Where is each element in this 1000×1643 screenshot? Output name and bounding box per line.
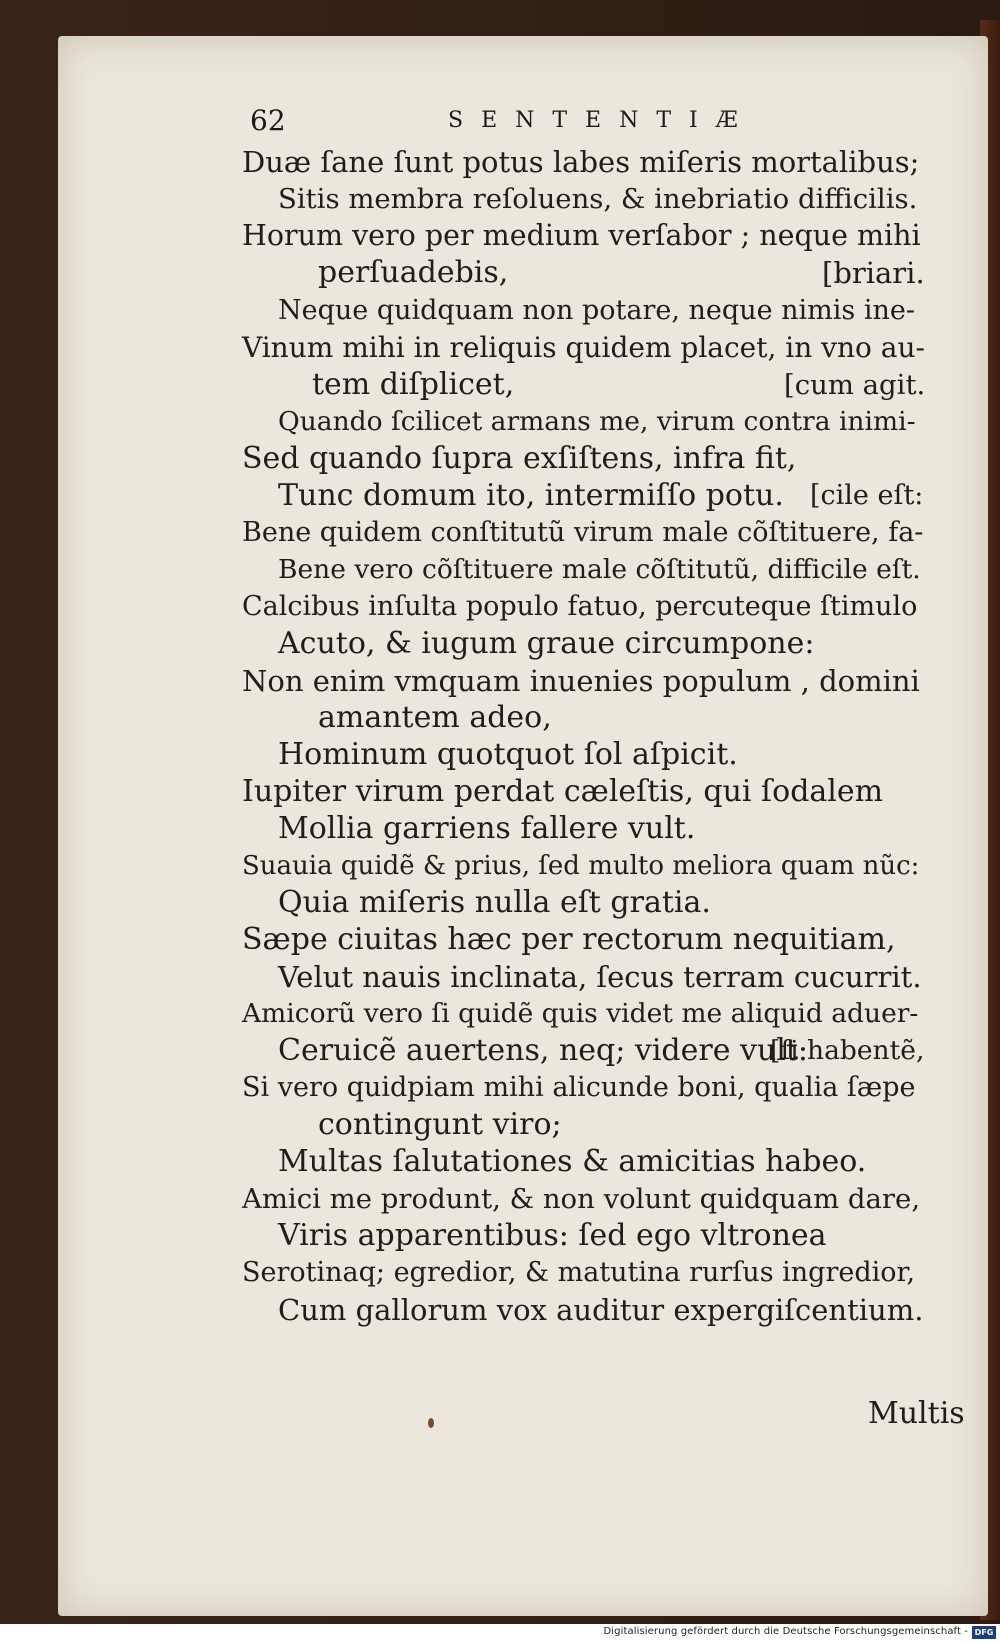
text-line: Bene vero cõſtituere male cõſtitutũ, difficile eſt. bbox=[278, 554, 921, 585]
text-line: perſuadebis, bbox=[318, 255, 509, 290]
footer-credit: Digitalisierung gefördert durch die Deutsche Forschungsgemeinschaft - bbox=[603, 1626, 968, 1637]
text-line: Multas ſalutationes & amicitias habeo. bbox=[278, 1144, 867, 1179]
text-line: Sitis membra reſoluens, & inebriatio difficilis. bbox=[278, 183, 918, 215]
text-line: Si vero quidpiam mihi alicunde boni, qualia ſæpe bbox=[242, 1072, 916, 1103]
text-line: Velut nauis inclinata, ſecus terram cucurrit. bbox=[278, 960, 922, 994]
text-line: Bene quidem conſtitutũ virum male cõſtituere, fa- bbox=[242, 517, 924, 548]
text-line: Non enim vmquam inuenies populum , domini bbox=[242, 664, 920, 698]
page-number: 62 bbox=[250, 104, 286, 137]
text-line: [briari. bbox=[822, 256, 925, 290]
text-line: Suauia quidẽ & prius, ſed multo meliora quam nũc: bbox=[242, 851, 920, 881]
text-line: Duæ ſane ſunt potus labes miſeris mortalibus; bbox=[242, 145, 920, 179]
text-line: [cum agit. bbox=[784, 369, 926, 401]
text-line: amantem adeo, bbox=[318, 700, 552, 735]
text-line: tem diſplicet, bbox=[312, 367, 515, 402]
text-line: Tunc domum ito, intermiſſo potu. bbox=[278, 478, 784, 513]
text-line: Amici me produnt, & non volunt quidquam dare, bbox=[242, 1183, 921, 1215]
text-line: Iupiter virum perdat cæleſtis, qui ſodalem bbox=[242, 774, 884, 809]
text-line: [cile eſt: bbox=[810, 480, 924, 511]
dfg-logo-icon: DFG bbox=[972, 1626, 996, 1639]
catchword: Multis bbox=[868, 1396, 965, 1431]
text-line: Hominum quotquot ſol aſpicit. bbox=[278, 737, 738, 772]
text-line: Ceruicẽ auertens, neq; videre vult: bbox=[278, 1033, 809, 1068]
text-line: Amicorũ vero ſi quidẽ quis videt me aliquid aduer- bbox=[242, 998, 919, 1029]
text-line: Neque quidquam non potare, neque nimis ine- bbox=[278, 295, 915, 326]
text-line: Serotinaq; egredior, & matutina rurſus ingredior, bbox=[242, 1257, 916, 1288]
text-line: Mollia garriens fallere vult. bbox=[278, 811, 696, 846]
text-line: Sæpe ciuitas hæc per rectorum nequitiam, bbox=[242, 922, 896, 957]
ink-spot bbox=[428, 1418, 434, 1428]
text-line: Cum gallorum vox auditur expergiſcentium. bbox=[278, 1293, 924, 1327]
text-line: Sed quando ſupra exſiſtens, infra fit, bbox=[242, 441, 797, 476]
text-line: contingunt viro; bbox=[318, 1107, 562, 1142]
text-line: Quia miſeris nulla eſt gratia. bbox=[278, 885, 711, 920]
text-line: Calcibus inſulta populo fatuo, percuteque ſtimulo bbox=[242, 591, 918, 622]
text-line: Vinum mihi in reliquis quidem placet, in vno au- bbox=[242, 331, 925, 364]
text-line: Quando ſcilicet armans me, virum contra inimi- bbox=[278, 406, 916, 437]
text-line: Acuto, & iugum graue circumpone: bbox=[278, 626, 815, 661]
running-head: SENTENTIÆ bbox=[448, 108, 756, 133]
text-line: Viris apparentibus: ſed ego vltronea bbox=[278, 1218, 827, 1253]
text-line: Horum vero per medium verſabor ; neque mihi bbox=[242, 219, 921, 252]
text-line: [ſi habentẽ, bbox=[770, 1035, 925, 1066]
